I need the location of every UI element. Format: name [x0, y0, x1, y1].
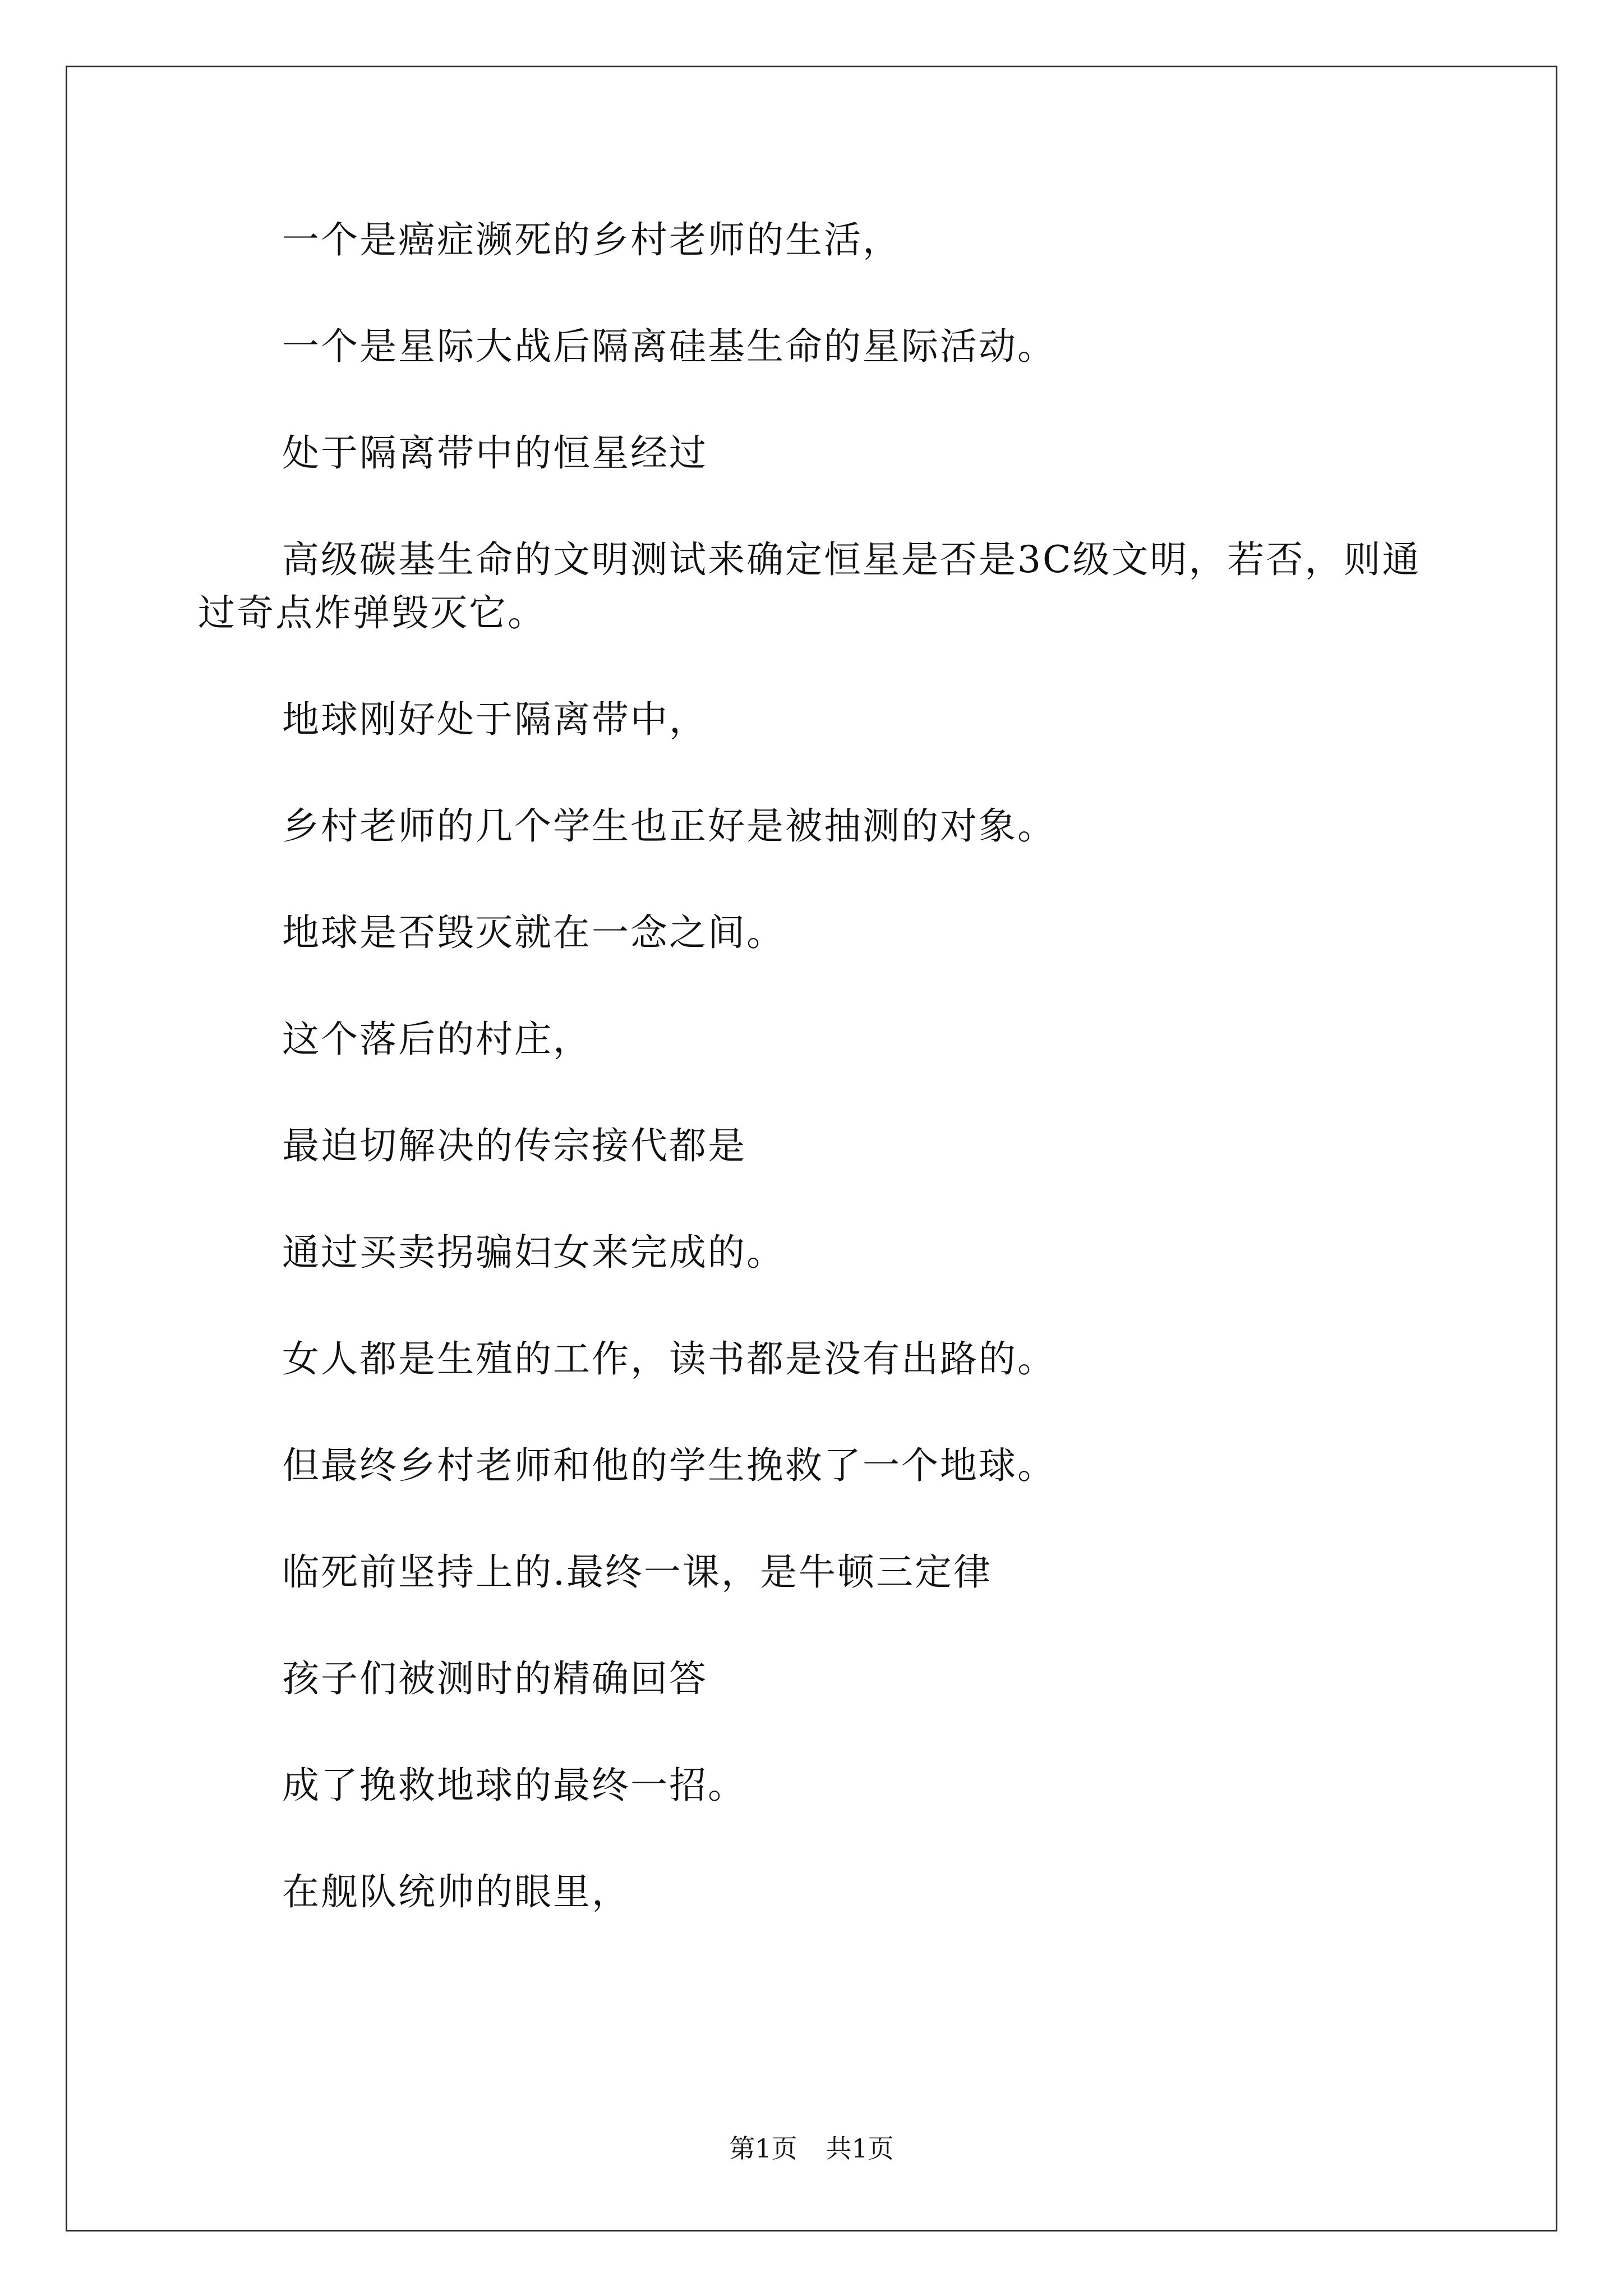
paragraph: 一个是癌症濒死的乡村老师的生活， — [282, 218, 901, 261]
paragraph: 临死前坚持上的.最终一课，是牛顿三定律 — [282, 1550, 992, 1594]
paragraph: 一个是星际大战后隔离硅基生命的星际活动。 — [282, 325, 1056, 368]
paragraph: 乡村老师的几个学生也正好是被抽测的对象。 — [282, 804, 1056, 848]
paragraph: 高级碳基生命的文明测试来确定恒星是否是3C级文明，若否，则通过奇点炸弹毁灭它。 — [198, 538, 1421, 634]
paragraph: 这个落后的村庄， — [282, 1018, 592, 1061]
paragraph: 地球刚好处于隔离带中， — [282, 698, 708, 741]
paragraph: 但最终乡村老师和他的学生挽救了一个地球。 — [282, 1444, 1056, 1487]
paragraph: 地球是否毁灭就在一念之间。 — [282, 911, 785, 954]
page-total: 共1页 — [826, 2133, 894, 2164]
page-footer — [0, 2132, 1623, 2165]
paragraph: 孩子们被测时的精确回答 — [282, 1657, 708, 1700]
page-number: 第1页 — [729, 2133, 797, 2164]
paragraph: 通过买卖拐骗妇女来完成的。 — [282, 1231, 785, 1274]
document-body — [198, 213, 1432, 1972]
paragraph: 最迫切解决的传宗接代都是 — [282, 1124, 746, 1167]
paragraph: 在舰队统帅的眼里， — [282, 1870, 630, 1913]
paragraph: 成了挽救地球的最终一招。 — [282, 1764, 746, 1807]
paragraph: 处于隔离带中的恒星经过 — [282, 431, 708, 475]
paragraph: 女人都是生殖的工作，读书都是没有出路的。 — [282, 1337, 1056, 1381]
